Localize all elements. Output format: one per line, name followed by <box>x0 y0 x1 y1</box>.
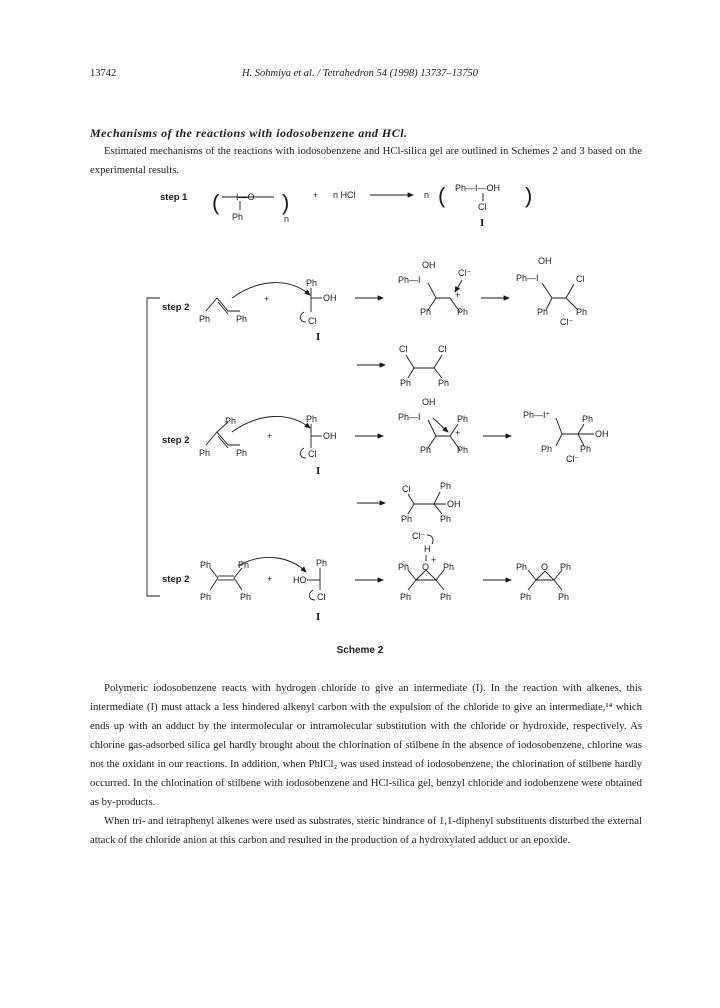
step2-triphenyl-row <box>162 397 609 477</box>
dichloride-backbone <box>406 355 442 368</box>
step1-row <box>160 183 532 229</box>
step2-label-3: step 2 <box>162 574 190 585</box>
reagent-ph-1: Ph <box>306 278 318 288</box>
intermediate-ref-1: I <box>316 331 321 343</box>
iodonium-ph-i-2: Ph—I <box>398 412 421 422</box>
chlorohydrin-ph-bond-l <box>408 504 414 514</box>
epoxide-bond-bl <box>528 580 536 590</box>
epoxide-ph-tr: Ph <box>560 562 572 572</box>
reagent-ph-3: Ph <box>316 558 328 568</box>
oxonium-h: H <box>424 544 431 554</box>
step2-label-2: step 2 <box>162 435 190 446</box>
iodonium-ph-i-1: Ph—I <box>398 275 421 285</box>
chloride-anion-1: Cl⁻ <box>458 268 472 278</box>
triphenyl-ph-top: Ph <box>225 416 237 426</box>
step1-label: step 1 <box>160 192 188 203</box>
iodonium-ph-b-1: Ph <box>457 307 469 317</box>
hydroxide-attack-arrow <box>433 418 448 432</box>
iodonium-plus-2: + <box>455 428 461 438</box>
oxonium-ph-tl: Ph <box>398 562 410 572</box>
iodonium-oh-1: OH <box>422 260 436 270</box>
body-text <box>90 679 642 850</box>
epoxide-bond-br <box>554 580 562 590</box>
triphenyl-ph-right: Ph <box>236 448 248 458</box>
stilbene-double-bond <box>218 302 228 314</box>
intermediate-ref-3: I <box>316 611 321 623</box>
dichloride-ph-bond-r <box>434 368 442 378</box>
chloride-leave-arrow-2 <box>300 448 306 458</box>
tetraphenyl-bond-bl <box>210 578 218 590</box>
hydroxy-oh: OH <box>595 429 609 439</box>
polymer-ph: Ph <box>232 212 244 222</box>
reagent-oh-1: OH <box>323 293 337 303</box>
epoxide-ph-br: Ph <box>558 592 570 602</box>
chloroiodo-oh: OH <box>538 256 552 266</box>
proton-transfer-arrow <box>427 535 433 544</box>
dichloride-ph-b: Ph <box>438 378 450 388</box>
stilbene-chain <box>206 298 240 311</box>
dichloride-cl-b: Cl <box>438 344 447 354</box>
step2-plus-2: + <box>267 431 273 441</box>
triphenyl-chain <box>206 432 240 445</box>
reagent-cl-2: Cl <box>308 449 317 459</box>
body-paragraph-1: Polymeric iodosobenzene reacts with hydrogen chloride to give an intermediate (I). In the reaction with alkenes, this intermediate (I) must attack a less hindered alkenyl carbon with the expulsion of the chloride to give an intermediate,¹⁴ which ends up with an adduct by the intermolecular or intramolecular substitution with the chloride or hydroxide, respectively. As chlorine gas-adsorbed silica gel hardly brought about the chlorination of stilbene in the absence of iodosobenzene, chlorine was not the oxidant in our reactions. In addition, when PhICl₂ was used instead of iodosobenzene, the chlorination of stilbene hardly occurred. In the chlorination of stilbene with iodosobenzene and HCl-silica gel, benzyl chloride and iodobenzene were obtained as by-products. <box>90 682 642 808</box>
chloroiodo-cl: Cl <box>576 274 585 284</box>
hydroxy-ph-i-plus: Ph—I⁺ <box>523 410 551 420</box>
tetraphenyl-bond-br <box>234 578 242 590</box>
page-number: 13742 <box>90 68 117 79</box>
oxonium-bond-bl <box>408 580 416 590</box>
product-n: n <box>424 190 430 200</box>
running-citation: H. Sohmiya et al. / Tetrahedron 54 (1998) 13737–13750 <box>241 68 479 79</box>
chlorohydrin-product <box>357 481 461 524</box>
section-title: Mechanisms of the reactions with iodosobenzene and HCl. <box>90 126 408 140</box>
reagent-cl-3: Cl <box>317 592 326 602</box>
epoxide-ph-bl: Ph <box>520 592 532 602</box>
chlorohydrin-ph-a: Ph <box>401 514 413 524</box>
chlorohydrin-oh: OH <box>447 499 461 509</box>
chlorohydrin-cl: Cl <box>402 484 411 494</box>
oxonium-ph-tr: Ph <box>443 562 455 572</box>
step2-bracket <box>147 298 160 596</box>
tetraphenyl-ph-br: Ph <box>240 592 252 602</box>
iodonium-ph-a-1: Ph <box>420 307 432 317</box>
attack-curved-arrow-1 <box>232 283 310 298</box>
tetraphenyl-ph-bl: Ph <box>200 592 212 602</box>
iodonium-ph-a-2: Ph <box>420 445 432 455</box>
chloroiodo-backbone <box>542 283 574 298</box>
intermediate-label: I <box>480 217 485 229</box>
iodonium-oh-2: OH <box>422 397 436 407</box>
chlorohydrin-ph-top-bond <box>434 492 440 504</box>
hydroxy-ph-b: Ph <box>580 444 592 454</box>
epoxide-bond-tl <box>528 570 536 580</box>
stilbene-ph-left: Ph <box>199 314 211 324</box>
chlorohydrin-backbone <box>408 494 446 504</box>
reagent-ho-3: HO <box>293 575 307 585</box>
dichloride-cl-a: Cl <box>399 344 408 354</box>
chloroiodo-ph-i: Ph—I <box>516 273 539 283</box>
hydroxy-ph-a: Ph <box>541 444 553 454</box>
oxonium-o: O <box>422 562 430 572</box>
hydroxy-ph-bond-l <box>556 434 562 446</box>
intermediate-ref-2: I <box>316 465 321 477</box>
polymer-close-paren: ) <box>282 190 290 215</box>
product-close-paren: ) <box>525 183 533 208</box>
polymer-n: n <box>284 214 290 224</box>
oxonium-cl-minus: Cl⁻ <box>412 531 426 541</box>
dichloride-ph-bond-l <box>408 368 414 378</box>
polymer-open-paren: ( <box>212 190 220 215</box>
product-open-paren: ( <box>438 183 446 208</box>
tetraphenyl-ph-tl: Ph <box>200 560 212 570</box>
step1-plus: + <box>313 190 319 200</box>
triphenyl-ph-left: Ph <box>199 448 211 458</box>
reagent-oh-2: OH <box>323 431 337 441</box>
reagent-cl-1: Cl <box>308 316 317 326</box>
epoxide-o: O <box>541 562 549 572</box>
chloride-leave-arrow-1 <box>300 312 306 322</box>
chlorohydrin-ph-b: Ph <box>440 514 452 524</box>
scheme-caption: Scheme 2 <box>336 645 384 656</box>
intro-text: Estimated mechanisms of the reactions with iodosobenzene and HCl-silica gel are outlined in Schemes 2 and 3 based on the experimental results. <box>90 145 642 176</box>
iodonium-ph-b-2: Ph <box>457 445 469 455</box>
step2-tetraphenyl-row <box>162 531 571 623</box>
reagent-ph-2: Ph <box>306 414 318 424</box>
tetraphenyl-ph-tr: Ph <box>238 560 250 570</box>
chlorohydrin-ph-bond-r <box>434 504 442 514</box>
intermediate-cl: Cl <box>478 202 487 212</box>
iodonium-plus-1: + <box>455 290 461 300</box>
body-paragraph-2: When tri- and tetraphenyl alkenes were used as substrates, steric hindrance of 1,1-diphenyl substituents disturbed the external attack of the chloride anion at this carbon and resulted in the production of a hydroxylated adduct or an epoxide. <box>90 815 642 846</box>
polymer-io: I—O <box>236 192 255 202</box>
stilbene-ph-right: Ph <box>236 314 248 324</box>
hydroxy-ph-top: Ph <box>582 414 594 424</box>
step2-stilbene-row <box>162 256 587 343</box>
chloride-leave-arrow-3 <box>309 590 315 600</box>
oxonium-plus: + <box>431 555 437 565</box>
oxonium-ph-bl: Ph <box>400 592 412 602</box>
attack-curved-arrow-2 <box>232 416 310 432</box>
iodonium-ph-top-2: Ph <box>457 414 469 424</box>
tetraphenyl-bond-tl <box>210 568 218 578</box>
chloroiodo-ph-b: Ph <box>576 307 588 317</box>
epoxide-ring <box>536 571 554 580</box>
hydroxy-ph-top-bond <box>578 424 584 434</box>
step2-plus-3: + <box>267 574 273 584</box>
step2-plus-1: + <box>264 294 270 304</box>
epoxide-ph-tl: Ph <box>516 562 528 572</box>
chloroiodo-ph-a: Ph <box>537 307 549 317</box>
hydroxy-cl-minus: Cl⁻ <box>566 454 580 464</box>
oxonium-ph-br: Ph <box>440 592 452 602</box>
dichloride-product <box>357 344 449 388</box>
hcl-reagent: n HCl <box>333 190 356 200</box>
triphenyl-double-bond <box>218 436 228 448</box>
intermediate-formula: Ph—I—OH <box>455 183 501 193</box>
oxonium-bond-br <box>436 580 444 590</box>
chlorohydrin-ph-top: Ph <box>440 481 452 491</box>
chloroiodo-cl-minus: Cl⁻ <box>560 317 574 327</box>
dichloride-ph-a: Ph <box>400 378 412 388</box>
step2-label-1: step 2 <box>162 302 190 313</box>
oxonium-bond-tl <box>408 570 416 580</box>
